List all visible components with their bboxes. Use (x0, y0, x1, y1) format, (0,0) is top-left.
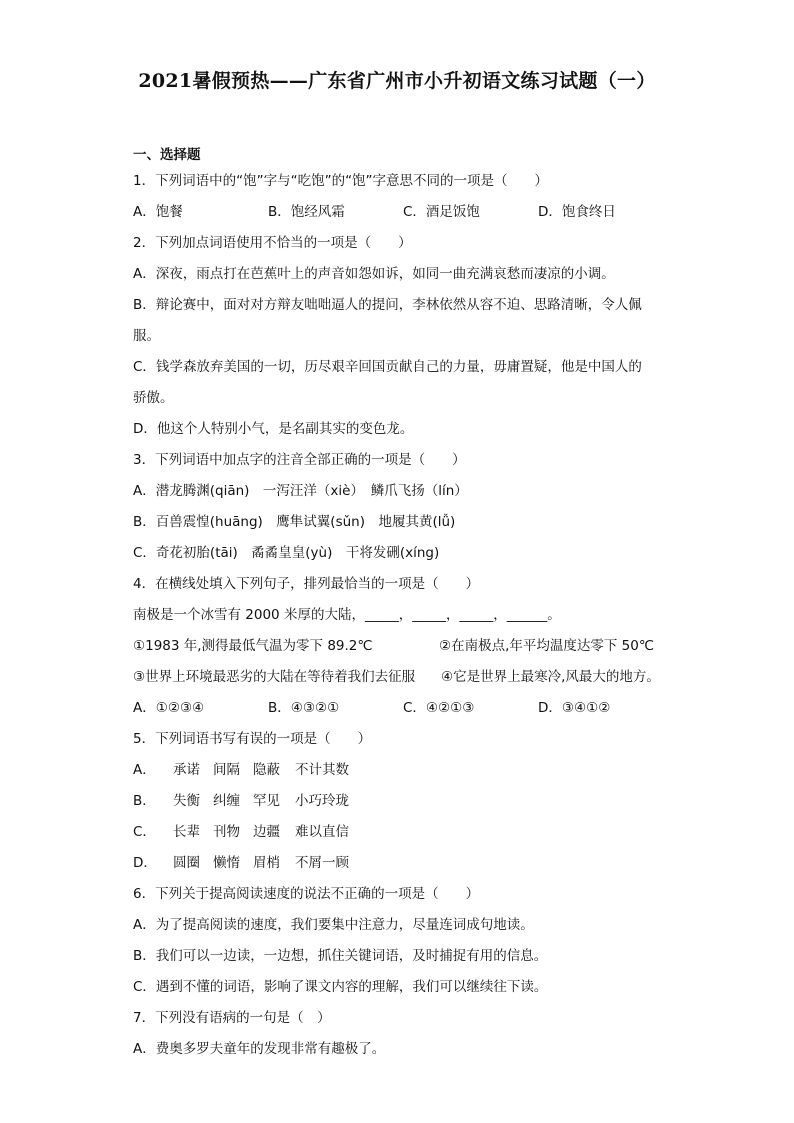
q1-option-a: A．饱餐 (133, 204, 183, 220)
q1-option-c: C．酒足饭饱 (403, 204, 480, 220)
section-heading: 一、选择题 (133, 147, 201, 163)
exam-content (133, 144, 673, 1065)
q5-d-word-3: 眉梢 (253, 855, 280, 871)
question-1-options (133, 197, 673, 228)
q5-c-word-3: 边疆 (253, 824, 280, 840)
q1-option-b: B．饱经风霜 (268, 204, 345, 220)
q5-d-word-4: 不屑一顾 (295, 855, 349, 871)
q5-option-d (133, 848, 673, 879)
question-3-stem: 3．下列词语中加点字的注音全部正确的一项是（ ） (133, 452, 466, 468)
q2-option-b: B．辩论赛中，面对对方辩友咄咄逼人的提问，李林依然从容不迫、思路清晰，令人佩 (133, 297, 642, 313)
q3-option-a: A．潜龙腾渊(qiān) 一泻汪洋（xiè） 鳞爪飞扬（lín） (133, 483, 468, 499)
q1-option-d: D．饱食终日 (538, 204, 616, 220)
q4-clause-2: ②在南极点,年平均温度达零下 50℃ (439, 638, 655, 654)
q7-option-a: A．费奥多罗夫童年的发现非常有趣极了。 (133, 1041, 386, 1057)
q5-option-b (133, 786, 673, 817)
q5-c-word-2: 刊物 (213, 824, 240, 840)
q4-clause-4: ④它是世界上最寒冷,风最大的地方。 (441, 669, 660, 685)
q4-clauses-row-1 (133, 631, 673, 662)
q4-clause-1: ①1983 年,测得最低气温为零下 89.2℃ (133, 638, 373, 654)
question-6-stem: 6．下列关于提高阅读速度的说法不正确的一项是（ ） (133, 886, 480, 902)
q4-clause-3: ③世界上环境最恶劣的大陆在等待着我们去征服 (133, 669, 416, 685)
q4-option-c: C．④②①③ (403, 700, 475, 716)
q5-d-word-1: 圆圈 (173, 855, 200, 871)
q5-c-word-1: 长辈 (173, 824, 200, 840)
q3-option-c: C．奇花初胎(tāi) 矞矞皇皇(yù) 干将发硎(xíng) (133, 545, 440, 561)
q3-option-b: B．百兽震惶(huāng) 鹰隼试翼(sǔn) 地履其黄(lǚ) (133, 514, 456, 530)
q5-a-word-2: 间隔 (213, 762, 240, 778)
q5-c-label: C． (133, 824, 156, 840)
q4-clauses-row-2 (133, 662, 673, 693)
question-5-stem: 5．下列词语书写有误的一项是（ ） (133, 731, 372, 747)
q5-b-word-3: 罕见 (253, 793, 280, 809)
q5-option-a (133, 755, 673, 786)
q5-a-label: A． (133, 762, 156, 778)
q5-b-word-1: 失衡 (173, 793, 200, 809)
q2-option-b-cont: 服。 (133, 328, 160, 344)
q5-b-word-2: 纠缠 (213, 793, 240, 809)
question-4-stem: 4．在横线处填入下列句子，排列最恰当的一项是（ ） (133, 576, 480, 592)
question-7-stem: 7．下列没有语病的一句是（ ） (133, 1010, 331, 1026)
q6-option-a: A．为了提高阅读的速度，我们要集中注意力，尽量连词成句地读。 (133, 917, 534, 933)
q6-option-c: C．遇到不懂的词语，影响了课文内容的理解，我们可以继续往下读。 (133, 979, 548, 995)
q5-option-c (133, 817, 673, 848)
q5-d-label: D． (133, 855, 157, 871)
q5-a-word-3: 隐蔽 (253, 762, 280, 778)
q5-d-word-2: 懒惰 (213, 855, 240, 871)
q4-sentence: 南极是一个冰雪有 2000 米厚的大陆，_____，_____，_____，______。 (133, 607, 561, 623)
q4-option-b: B．④③②① (268, 700, 340, 716)
q4-option-d: D．③④①② (538, 700, 611, 716)
q4-option-a: A．①②③④ (133, 700, 205, 716)
question-1-stem: 1．下列词语中的“饱”字与“吃饱”的“饱”字意思不同的一项是（ ） (133, 173, 549, 189)
q2-option-c: C．钱学森放弃美国的一切，历尽艰辛回国贡献自己的力量，毋庸置疑，他是中国人的 (133, 359, 642, 375)
q5-c-word-4: 难以直信 (295, 824, 349, 840)
q2-option-d: D．他这个人特别小气，是名副其实的变色龙。 (133, 421, 414, 437)
q5-a-word-1: 承诺 (173, 762, 200, 778)
q2-option-a: A．深夜，雨点打在芭蕉叶上的声音如怨如诉，如同一曲充满哀愁而凄凉的小调。 (133, 266, 615, 282)
question-2-stem: 2．下列加点词语使用不恰当的一项是（ ） (133, 235, 412, 251)
page-title: 2021暑假预热——广东省广州市小升初语文练习试题（一） (138, 70, 656, 92)
q5-b-word-4: 小巧玲珑 (295, 793, 349, 809)
q2-option-c-cont: 骄傲。 (133, 390, 174, 406)
q5-b-label: B． (133, 793, 156, 809)
q6-option-b: B．我们可以一边读，一边想，抓住关键词语，及时捕捉有用的信息。 (133, 948, 548, 964)
question-4-options (133, 693, 673, 724)
q5-a-word-4: 不计其数 (295, 762, 349, 778)
